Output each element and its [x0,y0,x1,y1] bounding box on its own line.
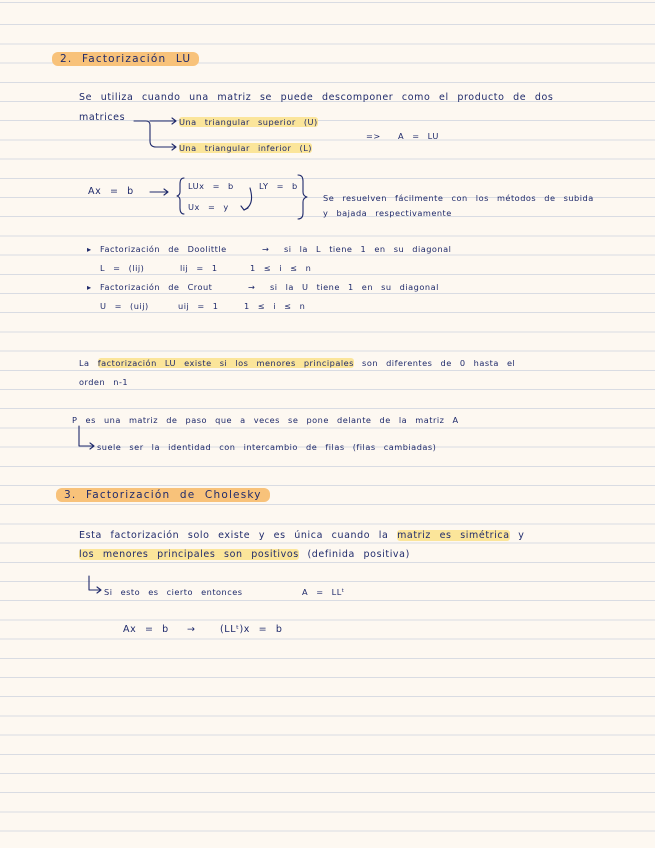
hook-arrow-cholesky-icon [89,576,101,593]
branch-arrow-icon [134,121,176,147]
right-brace-icon [298,175,307,219]
cholesky-eq-rhs: (LLᵗ)x = b [220,624,283,635]
cholesky-symmetric-highlight: matriz es simétrica [397,530,510,541]
lu-result: A = LU [398,131,439,141]
implies-arrow: => [366,131,381,141]
doolittle-arrow: → [262,244,270,254]
cholesky-positive-highlight: los menores principales son positivos [79,549,299,560]
cholesky-then: Si esto es cierto entonces [104,587,243,597]
system-eq-2: Ux = y [188,202,229,212]
crout-label: Factorización de Crout [100,282,213,292]
lu-existence-line-2: orden n-1 [79,377,129,387]
cholesky-line-2-b: (definida positiva) [307,549,410,560]
hook-arrow-icon [79,426,94,449]
solved-line-1: Se resuelven fácilmente con los métodos de subida [323,193,594,203]
lu-existence-highlight: factorización LU existe si los menores principales [97,358,354,368]
cholesky-eq-arrow: → [187,624,196,635]
lu-intro-line-1: Se utiliza cuando una matriz se puede descomponer como el producto de dos [79,92,554,103]
doolittle-L-def: L = (lij) [100,263,145,273]
doolittle-bullet-icon: ▸ [87,244,92,254]
doolittle-condition: si la L tiene 1 en su diagonal [284,244,452,254]
lower-triangular-highlight: Una triangular inferior (L) [179,143,312,153]
lu-existence-c: son diferentes de 0 hasta el [362,358,516,368]
cholesky-line-1-c: y [518,530,525,541]
lu-intro-line-2: matrices [79,112,126,123]
doolittle-diag: lij = 1 [180,263,218,273]
section-title-lu: 2. Factorización LU [52,52,199,66]
crout-diag: uij = 1 [178,301,219,311]
lu-existence-a: La [79,358,90,368]
solved-line-2: y bajada respectivamente [323,208,452,218]
cholesky-line-1-a: Esta factorización solo existe y es única cuando la [79,530,389,541]
doolittle-range: 1 ≤ i ≤ n [250,263,312,273]
system-eq-1: LUx = b [188,181,234,191]
crout-range: 1 ≤ i ≤ n [244,301,306,311]
crout-condition: si la U tiene 1 en su diagonal [270,282,439,292]
curved-arrow-icon [244,188,252,210]
upper-triangular-highlight: Una triangular superior (U) [179,117,318,127]
section-title-cholesky: 3. Factorización de Cholesky [56,488,270,502]
permutation-note: suele ser la identidad con intercambio de filas (filas cambiadas) [97,442,437,452]
cholesky-eq-lhs: Ax = b [123,624,169,635]
doolittle-label: Factorización de Doolittle [100,244,227,254]
crout-arrow: → [248,282,256,292]
system-lhs: Ax = b [88,186,134,197]
system-eq-1-result: LY = b [259,181,298,191]
cholesky-result: A = LLᵗ [302,587,345,597]
system-arrow-icon [150,189,168,195]
crout-bullet-icon: ▸ [87,282,92,292]
permutation-line: P es una matriz de paso que a veces se pone delante de la matriz A [72,415,459,425]
crout-U-def: U = (uij) [100,301,149,311]
left-brace-icon [177,178,184,214]
